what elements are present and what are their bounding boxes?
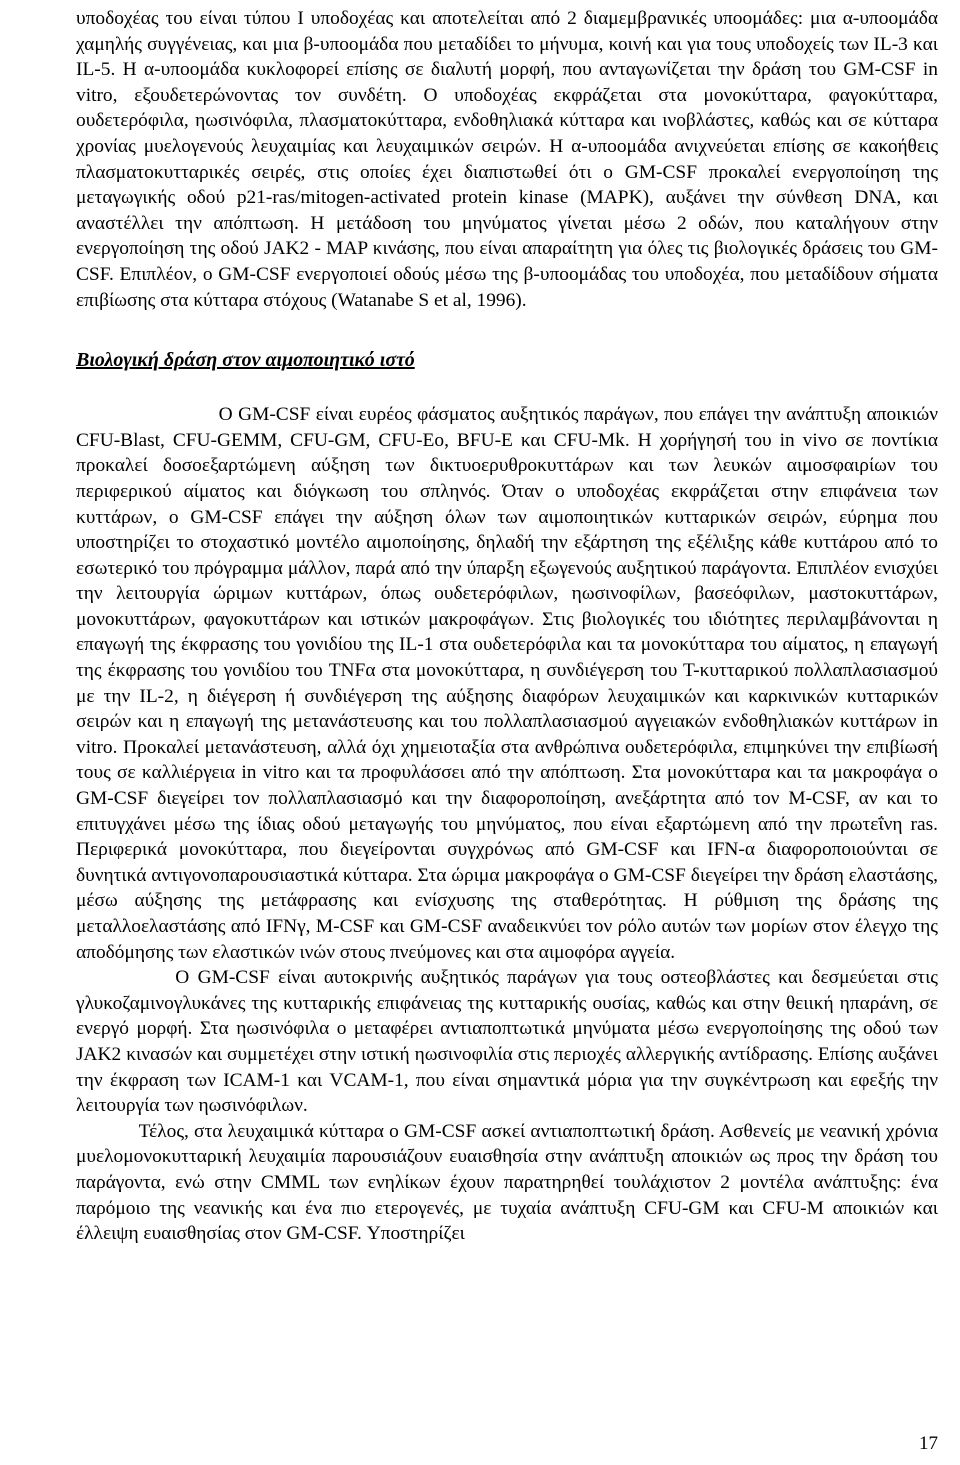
paragraph-receptor: υποδοχέας του είναι τύπου Ι υποδοχέας και αποτελείται από 2 διαμεμβρανικές υποομάδες: μια α-υποομάδα χαμηλής συγγένειας, και μια β-υποομάδα που μεταδίδει το μήνυμα, κοινή και για τους υποδοχείς των IL-3 και IL-5. Η α-υποομάδα κυκλοφορεί επίσης σε διαλυτή μορφή, που ανταγωνίζεται την δράση του GM-CSF in vitro, εξουδετερώνοντας τον συνδέτη. Ο υποδοχέας εκφράζεται στα μονοκύτταρα, φαγοκύτταρα, ουδετερόφιλα, ηωσινόφιλα, πλασματοκύτταρα, ενδοθηλιακά κύτταρα και ινοβλάστες, καθώς και σε κύτταρα χρονίας μυελογενούς λευχαιμίας και λευχαιμικών σειρών. Η α-υποομάδα ανιχνεύεται επίσης σε κακοήθεις πλασματοκυτταρικές σειρές, στις οποίες έχει διαπιστωθεί ότι ο GM-CSF προκαλεί ενεργοποίηση της μεταγωγικής οδού p21-ras/mitogen-activated protein kinase (MAPK), αυξάνει την σύνθεση DNA, και αναστέλλει την απόπτωση. Η μετάδοση του μηνύματος γίνεται μέσω 2 οδών, που καταλήγουν στην ενεργοποίηση της οδού JAK2 - MAP κινάσης, που είναι απαραίτητη για όλες τις βιολογικές δράσεις του GM-CSF. Επιπλέον, ο GM-CSF ενεργοποιεί οδούς μέσω της β-υποομάδας του υποδοχέα, που μεταδίδουν σήματα επιβίωσης στα κύτταρα στόχους (Watanabe S et al, 1996). <box>76 8 938 311</box>
paragraph-leukemic-cells: Τέλος, στα λευχαιμικά κύτταρα ο GM-CSF ασκεί αντιαποπτωτική δράση. Ασθενείς με νεανική χρόνια μυελομονοκυτταρική λευχαιμία παρουσιάζουν ευαισθησία στην ανάπτυξη αποικιών ως προς την δράση του παράγοντα, ενώ στην CMML των ενηλίκων έχουν παρατηρηθεί τουλάχιστον 2 μοντέλα ανάπτυξης: ένα παρόμοιο της νεανικής και ένα πιο ετερογενές, με τυχαία ανάπτυξη CFU-GM και CFU-M αποικιών και έλλειψη ευαισθησίας στον GM-CSF. Υποστηρίζει <box>76 1120 938 1245</box>
paragraph-osteoblasts: Ο GM-CSF είναι αυτοκρινής αυξητικός παράγων για τους οστεοβλάστες και δεσμεύεται στις γλυκοζαμινογλυκάνες της κυτταρικής επιφάνειας της κυτταρικής ουσίας, καθώς και στην θειική ηπαράνη, σε ενεργό μορφή. Στα ηωσινόφιλα ο μεταφέρει αντιαποπτωτικά μηνύματα μέσω ενεργοποίησης της οδού των JAK2 κινασών και συμμετέχει στην ιστική ηωσινοφιλία στις περιοχές αλλεργικής αντίδρασης. Επίσης αυξάνει την έκφραση των ICAM-1 και VCAM-1, που είναι σημαντικά μόρια για την συγκέντρωση και εφεξής την λειτουργία των ηωσινόφιλων. <box>76 967 938 1117</box>
paragraph-biological-action: Ο GM-CSF είναι ευρέος φάσματος αυξητικός παράγων, που επάγει την ανάπτυξη αποικιών CFU-Blast, CFU-GEMM, CFU-GM, CFU-Eo, BFU-E και CFU-Mk. Η χορήγησή του in vivo σε ποντίκια προκαλεί δοσοεξαρτώμενη αύξηση των δικτυοερυθροκυττάρων και των λευκών αιμοσφαιρίων του περιφερικού αίματος και διόγκωση του σπληνός. Όταν ο υποδοχέας εκφράζεται στην επιφάνεια των κυττάρων, ο GM-CSF επάγει την αύξηση όλων των αιμοποιητικών κυτταρικών σειρών, εύρημα που υποστηρίζει το στοχαστικό μοντέλο αιμοποίησης, δηλαδή την εξάρτηση της εξέλιξης κάθε κυττάρου από το εσωτερικό του πρόγραμμα μάλλον, παρά από την ύπαρξη εξωγενούς αυξητικού παράγοντα. Επιπλέον ενισχύει την λειτουργία ώριμων κυττάρων, όπως ουδετερόφιλων, ηωσινοφίλων, βασεόφιλων, μαστοκυττάρων, μονοκυττάρων, φαγοκυττάρων και ιστικών μακροφάγων. Στις βιολογικές του ιδιότητες περιλαμβάνονται η επαγωγή της έκφρασης του γονιδίου της IL-1 στα ουδετερόφιλα και τα μονοκύτταρα του αίματος, η επαγωγή της έκφρασης του γονιδίου του TNFα στα μονοκύτταρα, η συνδιέγερση του Τ-κυτταρικού πολλαπλασιασμού με την IL-2, η διέγερση ή συνδιέγερση της αύξησης διαφόρων λευχαιμικών και καρκινικών κυτταρικών σειρών και η επαγωγή της μετανάστευσης και του πολλαπλασιασμού αγγειακών ενδοθηλιακών κυττάρων in vitro. Προκαλεί μετανάστευση, αλλά όχι χημειοταξία στα ανθρώπινα ουδετερόφιλα, επιμηκύνει την επιβίωσή τους σε καλλιέργεια in vitro και τα προφυλάσσει από την απόπτωση. Στα μονοκύτταρα και τα μακροφάγα ο GM-CSF διεγείρει τον πολλαπλασιασμό και την διαφοροποίηση, ανεξάρτητα από τον M-CSF, αν και το επιτυγχάνει μέσω της ίδιας οδού μεταγωγής του μηνύματος, που είναι εξαρτώμενη από την πρωτεΐνη ras. Περιφερικά μονοκύτταρα, που διεγείρονται συγχρόνως από GM-CSF και IFN-α διαφοροποιούνται σε δυνητικά αντιγονοπαρουσιαστικά κύτταρα. Στα ώριμα μακροφάγα ο GM-CSF διεγείρει την δράση ελαστάσης, μέσω αύξησης της μετάφρασης και ενίσχυσης της σταθερότητας. Η ρύθμιση της δράσης της μεταλλοελαστάσης από IFNγ, M-CSF και GM-CSF αναδεικνύει τον ρόλο αυτών των μορίων στον έλεγχο της αποδόμησης των ελαστικών ινών στους πνεύμονες και στα αιμοφόρα αγγεία. <box>76 404 938 963</box>
section-heading: Βιολογική δράση στον αιμοποιητικό ιστό <box>76 349 415 372</box>
document-page <box>76 6 938 1247</box>
page-number: 17 <box>919 1433 938 1454</box>
